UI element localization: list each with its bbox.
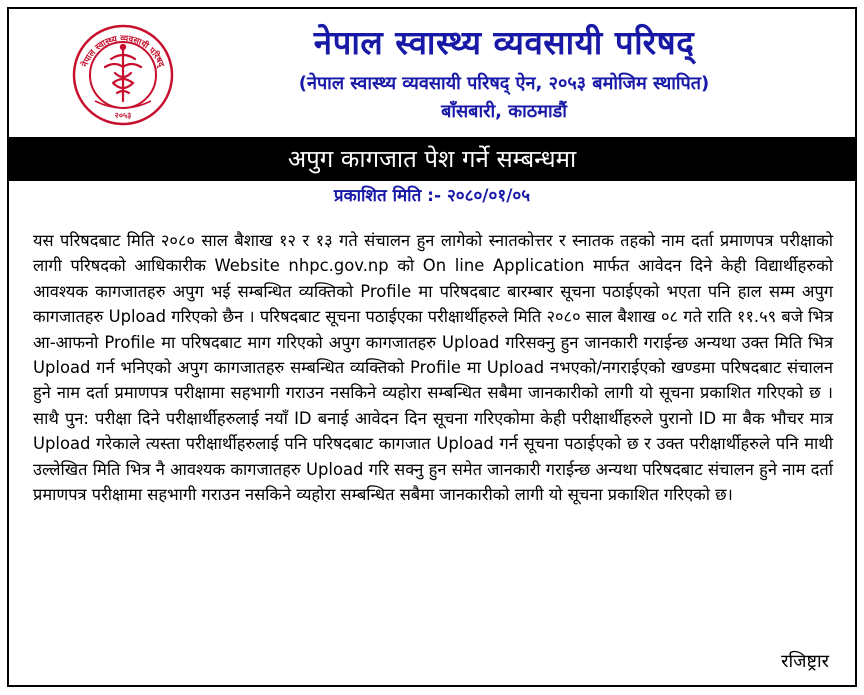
org-title: नेपाल स्वास्थ्य व्यवसायी परिषद् (313, 23, 695, 62)
emblem-ring-text: नेपाल स्वास्थ्य व्यवसायी परिषद् (80, 33, 166, 69)
published-date: प्रकाशित मिति :- २०८०/०१/०५ (333, 186, 531, 206)
notice-frame (7, 7, 857, 687)
notice-subject: अपुग कागजात पेश गर्ने सम्बन्धमा (9, 137, 855, 181)
council-emblem-icon (71, 23, 175, 127)
letterhead (9, 9, 855, 137)
org-subtitle: (नेपाल स्वास्थ्य व्यवसायी परिषद् ऐन, २०५३ बमोजिम स्थापित) (298, 73, 710, 94)
org-address: बाँसबारी, काठमाडौं (441, 101, 567, 122)
signature-registrar: रजिष्ट्रार (781, 651, 829, 672)
notice-body: यस परिषदबाट मिति २०८० साल बैशाख १२ र १३ गते संचालन हुन लागेको स्नातकोत्तर र स्नातक तहको नाम दर्ता प्रमाणपत्र परीक्षाको लागी परिषदको आधिकारीक Website nhpc.gov.np को On line Application मार्फत आवेदन दिने केही विद्यार्थीहरुको आवश्यक कागजातहरु अपुग भई सम्बन्धित व्यक्तिको Profile मा परिषदबाट बारम्बार सूचना पठाईएको भएता पनि हाल सम्म अपुग कागजातहरु Upload गरिएको छैन । परिषदबाट सूचना पठाईएका परीक्षार्थीहरुले मिति २०८० साल बैशाख ०८ गते राति ११.५९ बजे भित्र आ-आफनो Profile मा परिषदबाट माग गरिएको अपुग कागजातहरु Upload गरिसक्नु हुन जानकारी गराईन्छ अन्यथा उक्त मिति भित्र Upload गर्न भनिएको अपुग कागजातहरु सम्बन्धित व्यक्तिको Profile मा Upload नभएको/नगराईएको खण्डमा परिषदबाट संचालन हुने नाम दर्ता प्रमाणपत्र परीक्षामा सहभागी गराउन नसकिने व्यहोरा सम्बन्धित सबैमा जानकारीको लागी यो सूचना प्रकाशित गरिएको छ । साथै पुन: परीक्षा दिने परीक्षार्थीहरुलाई नयाँ ID बनाई आवेदन दिन सूचना गरिएकोमा केही परीक्षार्थीहरुले पुरानो ID मा बैक भौचर मात्र Upload गरेकाले त्यस्ता परीक्षार्थीहरुलाई पनि परिषदबाट कागजात Upload गर्न सूचना पठाईएको छ र उक्त परीक्षार्थीहरुले पनि माथी उल्लेखित मिति भित्र नै आवश्यक कागजातहरु Upload गरि सक्नु हुन समेत जानकारी गराईन्छ अन्यथा परिषदबाट संचालन हुने नाम दर्ता प्रमाणपत्र परीक्षामा सहभागी गराउन नसकिने व्यहोरा सम्बन्धित सबैमा जानकारीको लागी यो सूचना प्रकाशित गरिएको छ। (33, 231, 833, 505)
emblem-year: २०५३ (114, 111, 132, 120)
